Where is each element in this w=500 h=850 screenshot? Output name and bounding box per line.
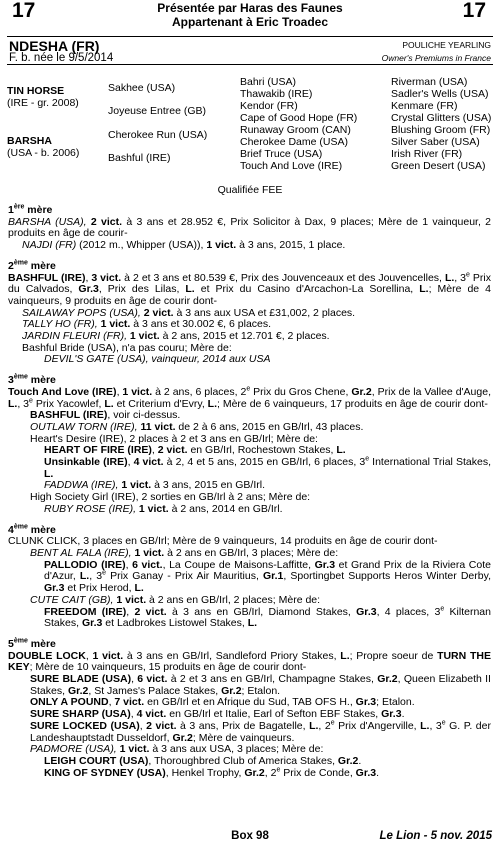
produce-entry: High Society Girl (IRE), 2 sorties en GB/Irl à 2 ans; Mère de: xyxy=(30,491,311,504)
grandproduce-entry: FREEDOM (IRE), 2 vict. à 3 ans en GB/Irl, Diamond Stakes, Gr.3, 4 places, 3e Kilternan Stakes, Gr.3 et Ladbrokes Listowel Stakes, L. xyxy=(44,605,491,630)
section-heading-3: 3ème mère xyxy=(8,373,56,387)
dam-info: (USA - b. 2006) xyxy=(7,147,80,159)
premium-note: Owner's Premiums in France xyxy=(381,53,491,63)
section-heading-2: 2ème mère xyxy=(8,259,56,272)
second-dam-entry: BASHFUL (IRE), 3 vict. à 2 et 3 ans et 80.539 €, Prix des Jouvenceaux et des Jouvencelles, L., 3e Prix du Calvados, Gr.3, Prix des Lilas, L. et Prix du Casino d'Arcachon-La Sorellina, L.; Mère de 4 vainqueurs, 9 produits en âge de courir dont- xyxy=(8,271,491,307)
qualification: Qualifiée FEE xyxy=(217,184,283,196)
horse-title-block xyxy=(7,36,493,65)
produce-entry: BASHFUL (IRE), voir ci-dessus. xyxy=(30,409,181,422)
dam-name: BARSHA xyxy=(7,135,52,147)
maternal-line xyxy=(8,205,491,779)
page-footer xyxy=(8,830,492,848)
presenter-block xyxy=(8,1,492,29)
section-heading-1: 1ère mère xyxy=(8,203,53,216)
lot-number-left: 17 xyxy=(12,0,36,22)
pedigree-gen4-1: Riverman (USA) xyxy=(391,76,468,88)
grandproduce-entry: FADDWA (IRE), 1 vict. à 3 ans, 2015 en GB/Irl. xyxy=(44,479,265,492)
third-dam-entry: Touch And Love (IRE), 1 vict. à 2 ans, 6 places, 2e Prix du Gros Chene, Gr.2, Prix de la Vallee d'Auge, L., 3e Prix Yacowlef, L. et Criterium d'Evry, L.; Mère de 6 vainqueurs, 17 produits en âge de courir dont- xyxy=(8,385,491,410)
fourth-dam-entry: CLUNK CLICK, 3 places en GB/Irl; Mère de 9 vainqueurs, 14 produits en âge de courir dont- xyxy=(8,535,438,548)
grandproduce-entry: Unsinkable (IRE), 4 vict. à 2, 4 et 5 ans, 2015 en GB/Irl, 6 places, 3e International Trial Stakes, L. xyxy=(44,455,491,480)
box-number: Box 98 xyxy=(231,830,269,842)
presented-by: Présentée par Haras des Faunes xyxy=(157,1,343,15)
section-heading-4: 4ème mère xyxy=(8,523,56,536)
grandproduce-entry: KING OF SYDNEY (USA), Henkel Trophy, Gr.2, 2e Prix de Conde, Gr.3. xyxy=(44,766,380,779)
sire-name: TIN HORSE xyxy=(7,85,65,97)
pedigree-gen3-1: Bahri (USA) xyxy=(240,76,297,88)
pedigree-gen4-3: Kenmare (FR) xyxy=(391,100,458,112)
produce-entry: Bashful Bride (USA), n'a pas couru; Mère de: xyxy=(22,341,232,354)
grandproduce-entry: PALLODIO (IRE), 6 vict., La Coupe de Maisons-Laffitte, Gr.3 et Grand Prix de la Riviera Cote d'Azur, L., 3e Prix Ganay - Prix Air Mauritius, Gr.1, Sportingbet Supports Heros Winter Derby, Gr.3 et Prix Herod, L. xyxy=(44,558,491,595)
produce-entry: TALLY HO (FR), 1 vict. à 3 ans et 30.002 €, 6 places. xyxy=(22,318,272,331)
pedigree-gen3-8: Touch And Love (IRE) xyxy=(240,160,343,172)
produce-entry: BENT AL FALA (IRE), 1 vict. à 2 ans en GB/Irl, 3 places; Mère de: xyxy=(30,546,339,559)
pedigree-gen2-4: Bashful (IRE) xyxy=(108,152,171,164)
pedigree-gen3-6: Cherokee Dame (USA) xyxy=(240,136,348,148)
pedigree-gen4-8: Green Desert (USA) xyxy=(391,160,486,172)
publication-line: Le Lion - 5 nov. 2015 xyxy=(379,830,492,842)
produce-entry: SURE BLADE (USA), 6 vict. à 2 et 3 ans en GB/Irl, Champagne Stakes, Gr.2, Queen Elizabeth II Stakes, Gr.2, St James's Palace Stakes, Gr.2; Etalon. xyxy=(30,673,491,697)
pedigree-gen2-1: Sakhee (USA) xyxy=(108,82,176,94)
lot-number-right: 17 xyxy=(462,0,486,22)
grandproduce-entry: HEART OF FIRE (IRE), 2 vict. en GB/Irl, Rochestown Stakes, L. xyxy=(44,444,346,457)
page-header xyxy=(8,0,492,30)
pedigree-gen4-4: Crystal Glitters (USA) xyxy=(391,112,492,124)
fifth-dam-entry: DOUBLE LOCK, 1 vict. à 3 ans en GB/Irl, Sandleford Priory Stakes, L.; Propre soeur de TURN THE KEY; Mère de 10 vainqueurs, 15 produits en âge de courir dont- xyxy=(8,649,491,674)
section-heading-5: 5ème mère xyxy=(8,637,56,650)
pedigree-gen4-6: Silver Saber (USA) xyxy=(391,136,480,148)
pedigree-gen4-2: Sadler's Wells (USA) xyxy=(391,88,489,100)
produce-entry: SAILAWAY POPS (USA), 2 vict. à 3 ans aux USA et £31,002, 2 places. xyxy=(22,306,356,319)
pedigree-gen4-7: Irish River (FR) xyxy=(391,148,463,160)
produce-entry: SURE SHARP (USA), 4 vict. en GB/Irl et Italie, Earl of Sefton EBF Stakes, Gr.3. xyxy=(30,708,405,721)
grandproduce-entry: RUBY ROSE (IRE), 1 vict. à 2 ans, 2014 en GB/Irl. xyxy=(44,502,283,515)
pedigree-gen2-3: Cherokee Run (USA) xyxy=(108,129,208,141)
grandproduce-entry: LEIGH COURT (USA), Thoroughbred Club of America Stakes, Gr.2. xyxy=(44,754,362,767)
produce-entry: JARDIN FLEURI (FR), 1 vict. à 2 ans, 2015 et 12.701 €, 2 places. xyxy=(22,330,330,343)
pedigree-gen3-2: Thawakib (IRE) xyxy=(240,88,313,100)
produce-entry: OUTLAW TORN (IRE), 11 vict. de 2 à 6 ans, 2015 en GB/Irl, 43 places. xyxy=(30,420,364,433)
owned-by: Appartenant à Eric Troadec xyxy=(171,15,329,29)
pedigree-gen4-5: Blushing Groom (FR) xyxy=(391,124,491,136)
sire-info: (IRE - gr. 2008) xyxy=(7,97,79,109)
horse-description: F. b. née le 9/5/2014 xyxy=(9,52,114,64)
dam-entry: BARSHA (USA), 2 vict. à 3 ans et 28.952 €, Prix Solicitor à Dax, 9 places; Mère de 1 vainqueur, 2 produits en âge de courir- xyxy=(8,215,492,240)
pedigree-gen3-3: Kendor (FR) xyxy=(240,100,298,112)
produce-entry: Heart's Desire (IRE), 2 places à 2 et 3 ans en GB/Irl; Mère de: xyxy=(30,432,318,445)
pedigree-table xyxy=(7,76,493,173)
produce-entry: SURE LOCKED (USA), 2 vict. à 3 ans, Prix de Bagatelle, L., 2e Prix d'Angerville, L., 3e G. P. der Landeshauptstadt Dusseldorf, Gr.2; Mère de vainqueurs. xyxy=(30,719,491,744)
pedigree-gen2-2: Joyeuse Entree (GB) xyxy=(108,105,207,117)
horse-category: POULICHE YEARLING xyxy=(402,40,491,50)
horse-name: NDESHA (FR) xyxy=(9,38,100,54)
pedigree-gen3-7: Brief Truce (USA) xyxy=(240,148,323,160)
produce-entry: ONLY A POUND, 7 vict. en GB/Irl et en Afrique du Sud, TAB OFS H., Gr.3; Etalon. xyxy=(30,696,415,709)
grandproduce-entry: DEVIL'S GATE (USA), vainqueur, 2014 aux USA xyxy=(44,353,271,366)
produce-entry: CUTE CAIT (GB), 1 vict. à 2 ans en GB/Irl, 2 places; Mère de: xyxy=(30,593,321,606)
pedigree-gen3-4: Cape of Good Hope (FR) xyxy=(240,112,358,124)
produce-entry: PADMORE (USA), 1 vict. à 3 ans aux USA, 3 places; Mère de: xyxy=(30,743,324,756)
pedigree-gen3-5: Runaway Groom (CAN) xyxy=(240,124,351,136)
produce-entry: NAJDI (FR) (2012 m., Whipper (USA)), 1 vict. à 3 ans, 2015, 1 place. xyxy=(22,239,346,252)
